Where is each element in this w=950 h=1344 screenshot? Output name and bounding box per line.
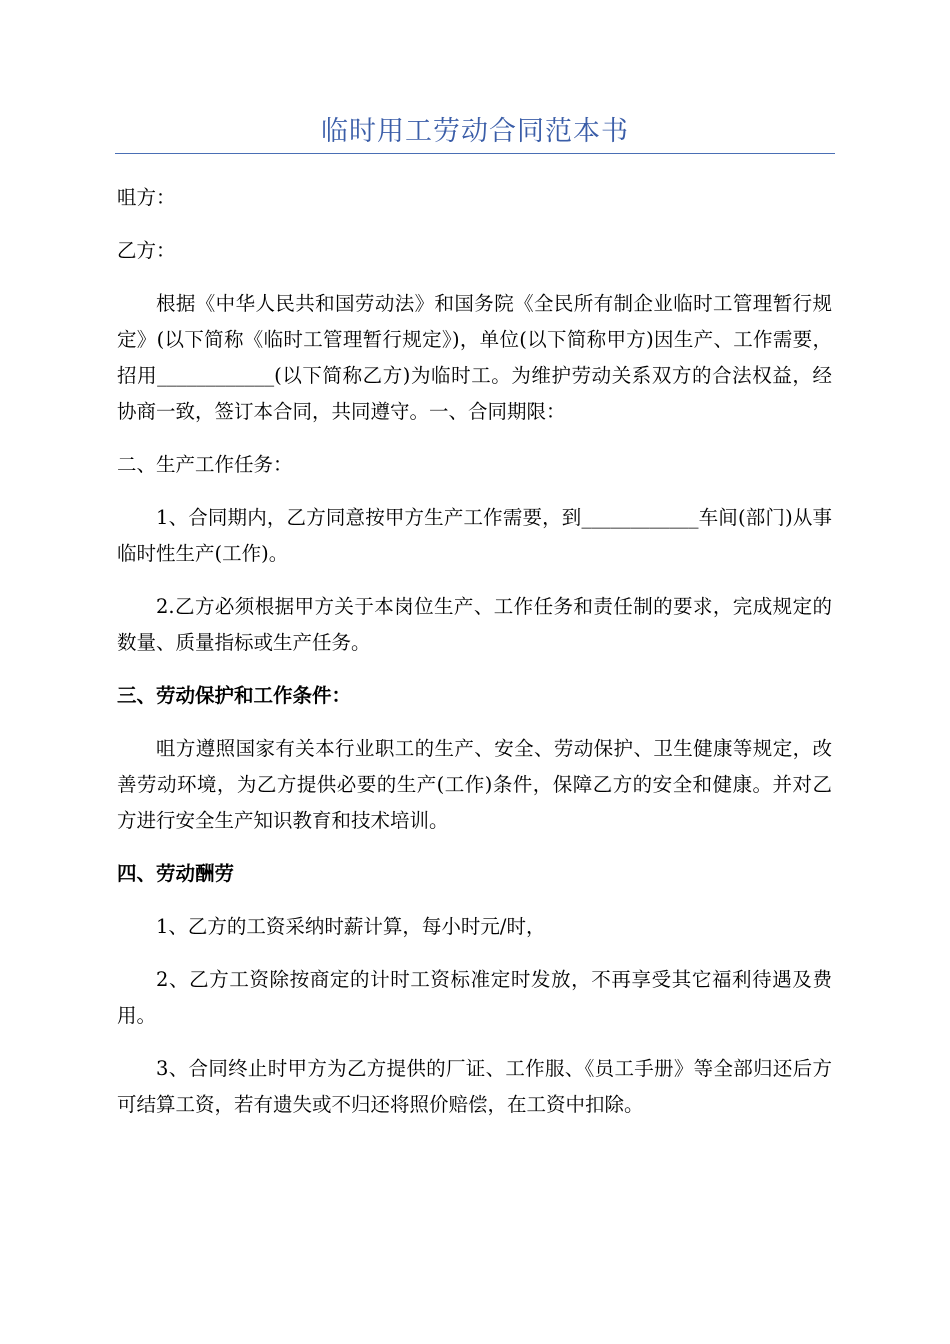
document-body <box>117 180 832 1140</box>
section-2-item-1-text-2: 车间(部门)从事临时性生产(工作)。 <box>117 506 832 565</box>
intro-text-1: 根据《中华人民共和国劳动法》和国务院《全民所有制企业临时工管理暂行规定》(以下简称《临时工管理暂行规定》)，单位(以下简称甲方)因生产、工作需要，招用 <box>117 292 832 387</box>
intro-paragraph <box>117 286 832 430</box>
intro-text-2: (以下简称乙方)为临时工。为维护劳动关系双方的合法权益，经协商一致，签订本合同，共同遵守。一、合同期限： <box>117 364 832 423</box>
section-2-item-1-text-1: 1、合同期内，乙方同意按甲方生产工作需要，到 <box>156 506 582 529</box>
section-4-item-2: 2、乙方工资除按商定的计时工资标准定时发放，不再享受其它福利待遇及费用。 <box>117 968 832 1027</box>
intro-blank: ____________ <box>157 364 275 387</box>
section-2-item-1-blank: ____________ <box>581 506 699 529</box>
party-a-line: 咀方： <box>117 186 176 209</box>
document-title: 临时用工劳动合同范本书 <box>321 116 629 147</box>
party-b-line: 乙方： <box>117 239 176 262</box>
section-4-item-3: 3、合同终止时甲方为乙方提供的厂证、工作服、《员工手册》等全部归还后方可结算工资，若有遗失或不归还将照价赔偿，在工资中扣除。 <box>117 1057 832 1116</box>
section-2-heading: 二、生产工作任务： <box>117 453 293 476</box>
title-underline <box>115 153 835 154</box>
section-3-paragraph: 咀方遵照国家有关本行业职工的生产、安全、劳动保护、卫生健康等规定，改善劳动环境，为乙方提供必要的生产(工作)条件，保障乙方的安全和健康。并对乙方进行安全生产知识教育和技术培训。 <box>117 737 832 832</box>
section-2-item-1 <box>117 500 832 572</box>
section-4-heading: 四、劳动酬劳 <box>117 862 235 885</box>
section-3-heading: 三、劳动保护和工作条件： <box>117 684 352 707</box>
section-2-item-2: 2.乙方必须根据甲方关于本岗位生产、工作任务和责任制的要求，完成规定的数量、质量指标或生产任务。 <box>117 595 832 654</box>
section-4-item-1: 1、乙方的工资采纳时薪计算，每小时元/时， <box>156 915 546 938</box>
